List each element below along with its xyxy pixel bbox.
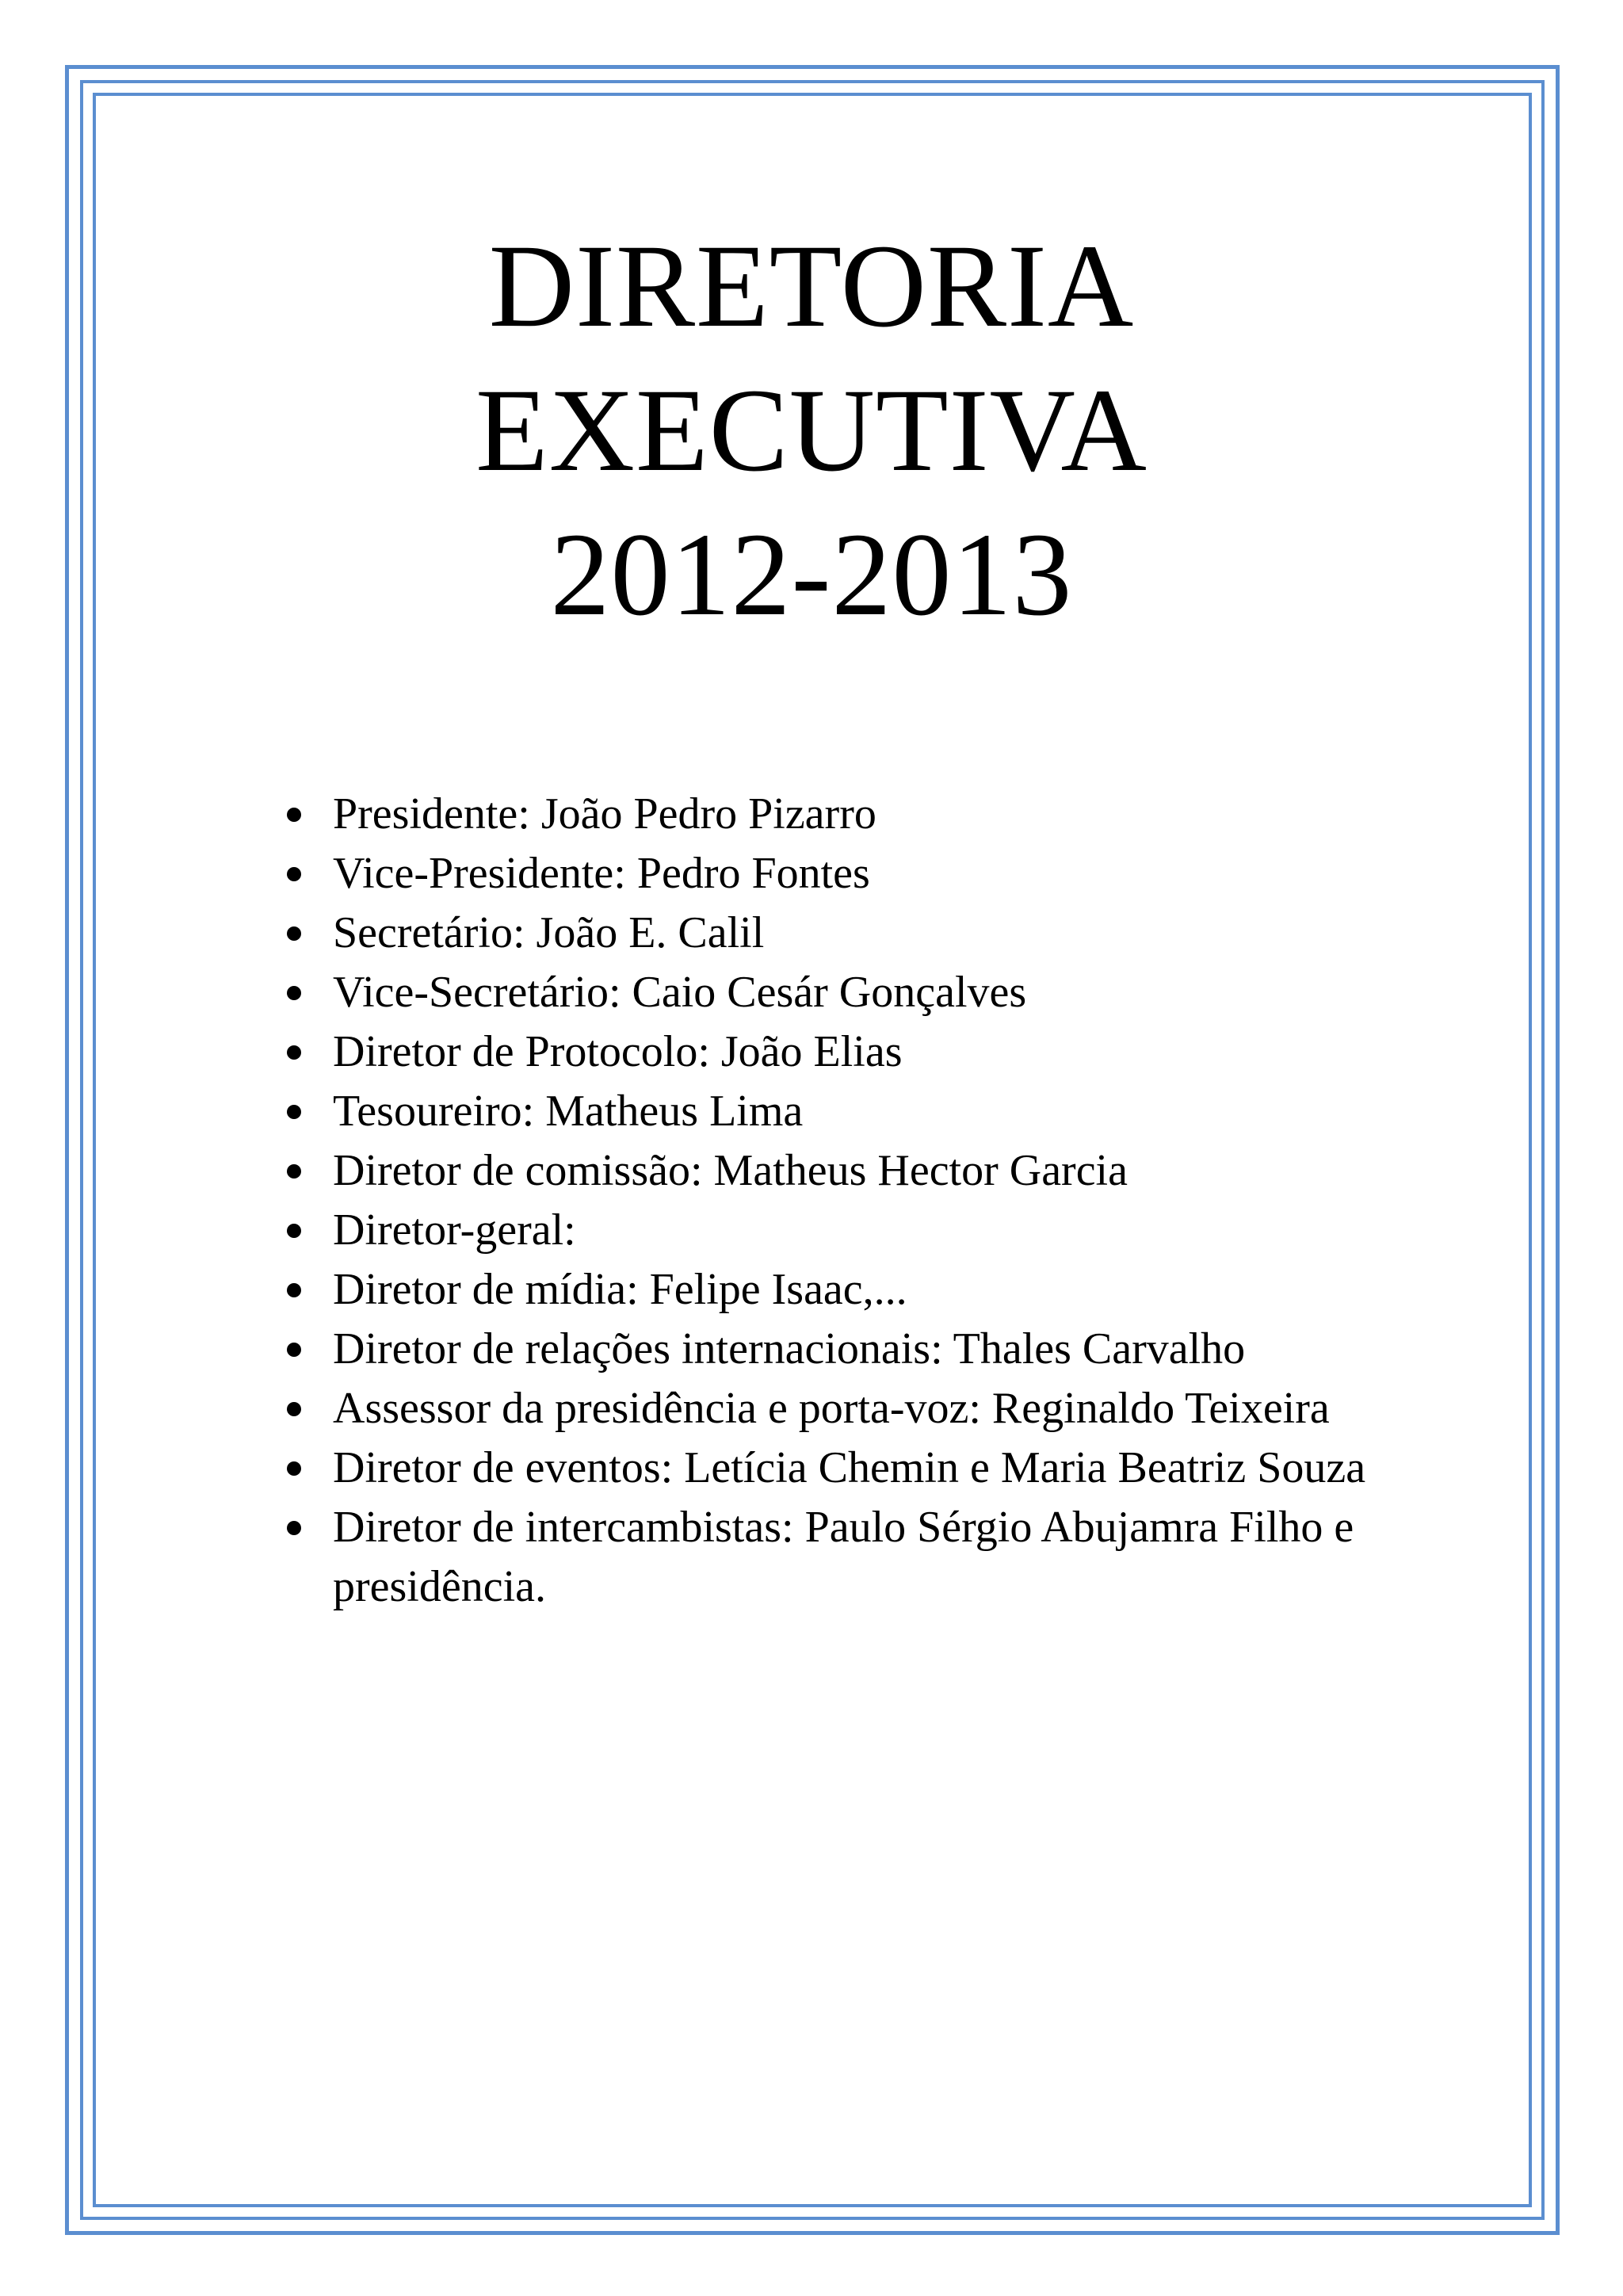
- list-item: [277, 904, 1403, 963]
- bullet-icon: [287, 1224, 301, 1238]
- role-text: Diretor-geral:: [333, 1205, 576, 1255]
- bullet-icon: [287, 808, 301, 822]
- role-text: Presidente: João Pedro Pizarro: [333, 789, 876, 839]
- page-title: [0, 214, 1623, 647]
- title-line-1: DIRETORIA: [488, 220, 1135, 352]
- role-text: Secretário: João E. Calil: [333, 908, 765, 957]
- list-item: [277, 1201, 1403, 1260]
- bullet-icon: [287, 1283, 301, 1297]
- role-text: Diretor de eventos: Letícia Chemin e Maria Beatriz Souza: [333, 1443, 1366, 1492]
- bullet-icon: [287, 1521, 301, 1535]
- bullet-icon: [287, 1164, 301, 1179]
- board-roles-list: [277, 785, 1403, 1617]
- list-item: [277, 1082, 1403, 1141]
- bullet-icon: [287, 867, 301, 881]
- role-text: Diretor de comissão: Matheus Hector Garcia: [333, 1146, 1128, 1195]
- role-text: Assessor da presidência e porta-voz: Reginaldo Teixeira: [333, 1384, 1330, 1433]
- bullet-icon: [287, 1461, 301, 1476]
- role-text: Vice-Presidente: Pedro Fontes: [333, 849, 870, 898]
- list-item: [277, 785, 1403, 844]
- bullet-icon: [287, 986, 301, 1000]
- role-text: Tesoureiro: Matheus Lima: [333, 1087, 804, 1136]
- list-item: [277, 963, 1403, 1022]
- role-text: Diretor de relações internacionais: Thales Carvalho: [333, 1324, 1246, 1373]
- title-line-2: EXECUTIVA: [475, 365, 1148, 496]
- bullet-icon: [287, 1105, 301, 1119]
- role-text: Diretor de intercambistas: Paulo Sérgio Abujamra Filho e presidência.: [333, 1503, 1354, 1611]
- list-item: [277, 1141, 1403, 1201]
- role-text: Diretor de Protocolo: João Elias: [333, 1027, 903, 1076]
- list-item: [277, 1320, 1403, 1379]
- list-item: [277, 1379, 1403, 1438]
- role-text: Diretor de mídia: Felipe Isaac,...: [333, 1265, 907, 1314]
- list-item: [277, 1498, 1403, 1617]
- bullet-icon: [287, 1045, 301, 1060]
- role-text: Vice-Secretário: Caio Cesár Gonçalves: [333, 968, 1027, 1017]
- list-item: [277, 1022, 1403, 1082]
- bullet-icon: [287, 926, 301, 941]
- bullet-icon: [287, 1402, 301, 1416]
- list-item: [277, 844, 1403, 904]
- list-item: [277, 1438, 1403, 1498]
- bullet-icon: [287, 1343, 301, 1357]
- title-line-3: 2012-2013: [550, 509, 1073, 640]
- list-item: [277, 1260, 1403, 1320]
